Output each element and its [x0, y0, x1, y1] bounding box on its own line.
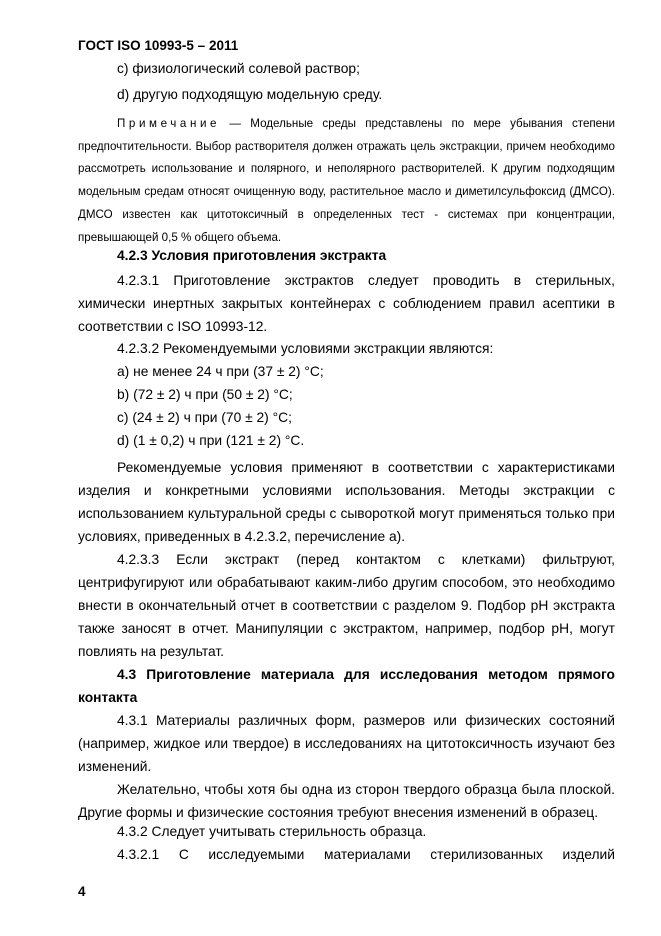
paragraph-4-2-3-3: 4.2.3.3 Если экстракт (перед контактом с клетками) фильтруют, центрифугируют или обрабатывают каким-либо другим способом, это необходимо внести в окончательный отчет в соответствии с разделом 9. Подбор рН экстракта также заносят в отчет. Манипуляции с экстрактом, например, подбор рН, могут повлиять на результат.: [78, 552, 615, 659]
standard-header: ГОСТ ISO 10993-5 – 2011: [78, 38, 239, 53]
paragraph-4-2-3-1: 4.2.3.1 Приготовление экстрактов следует проводить в стерильных, химически инертных закрытых контейнерах с соблюдением правил асептики в соответствии с ISO 10993-12.: [78, 273, 615, 334]
paragraph-4-3-1: 4.3.1 Материалы различных форм, размеров или физических состояний (например, жидкое или твердое) в исследованиях на цитотоксичность изучают без изменений.: [78, 713, 615, 774]
word: С: [178, 847, 189, 862]
word: материалами: [324, 847, 411, 862]
page-number: 4: [78, 884, 86, 899]
word: исследуемыми: [208, 847, 305, 862]
condition-item-d: d) (1 ± 0,2) ч при (121 ± 2) °С.: [117, 433, 305, 448]
note-text: — Модельные среды представлены по мере убывания степени предпочтительности. Выбор растворителя должен отражать цель экстракции, причем необходимо рассмотреть использование и полярного, и неполярного растворителей. К другим подходящим модельным средам относят очищенную воду, растительное масло и диметилсульфоксид (ДМСО). ДМСО известен как цитотоксичный в определенных тест - системах при концентрации, превышающей 0,5 % общего объема.: [78, 117, 615, 244]
section-4-2-3-heading: 4.2.3 Условия приготовления экстракта: [117, 248, 387, 263]
condition-item-b: b) (72 ± 2) ч при (50 ± 2) °С;: [117, 387, 293, 402]
list-item-c: c) физиологический солевой раствор;: [117, 61, 360, 76]
paragraph-solid-sample: Желательно, чтобы хотя бы одна из сторон твердого образца была плоской. Другие формы и физические состояния требуют внесения изменений в образец.: [78, 782, 615, 820]
condition-item-c: с) (24 ± 2) ч при (70 ± 2) °С;: [117, 410, 292, 425]
paragraph-4-3-2-1: [117, 847, 615, 862]
word: 4.3.2.1: [117, 847, 160, 862]
word: стерилизованных: [430, 847, 543, 862]
paragraph-4-2-3-2: 4.2.3.2 Рекомендуемыми условиями экстракции являются:: [117, 341, 494, 356]
paragraph-4-3-2: 4.3.2 Следует учитывать стерильность образца.: [117, 824, 427, 839]
paragraph-recommended-conditions: Рекомендуемые условия применяют в соответствии с характеристиками изделия и конкретными условиями использования. Методы экстракции с использованием культуральной среды с сывороткой могут применяться только при условиях, приведенных в 4.2.3.2, перечисление а).: [78, 460, 615, 544]
note-paragraph: [78, 113, 615, 249]
section-4-3-heading: 4.3 Приготовление материала для исследования методом прямого контакта: [78, 667, 615, 705]
note-label: Примечание: [117, 117, 221, 130]
list-item-d: d) другую подходящую модельную среду.: [117, 87, 383, 102]
word: изделий: [562, 847, 615, 862]
condition-item-a: а) не менее 24 ч при (37 ± 2) °С;: [117, 364, 324, 379]
